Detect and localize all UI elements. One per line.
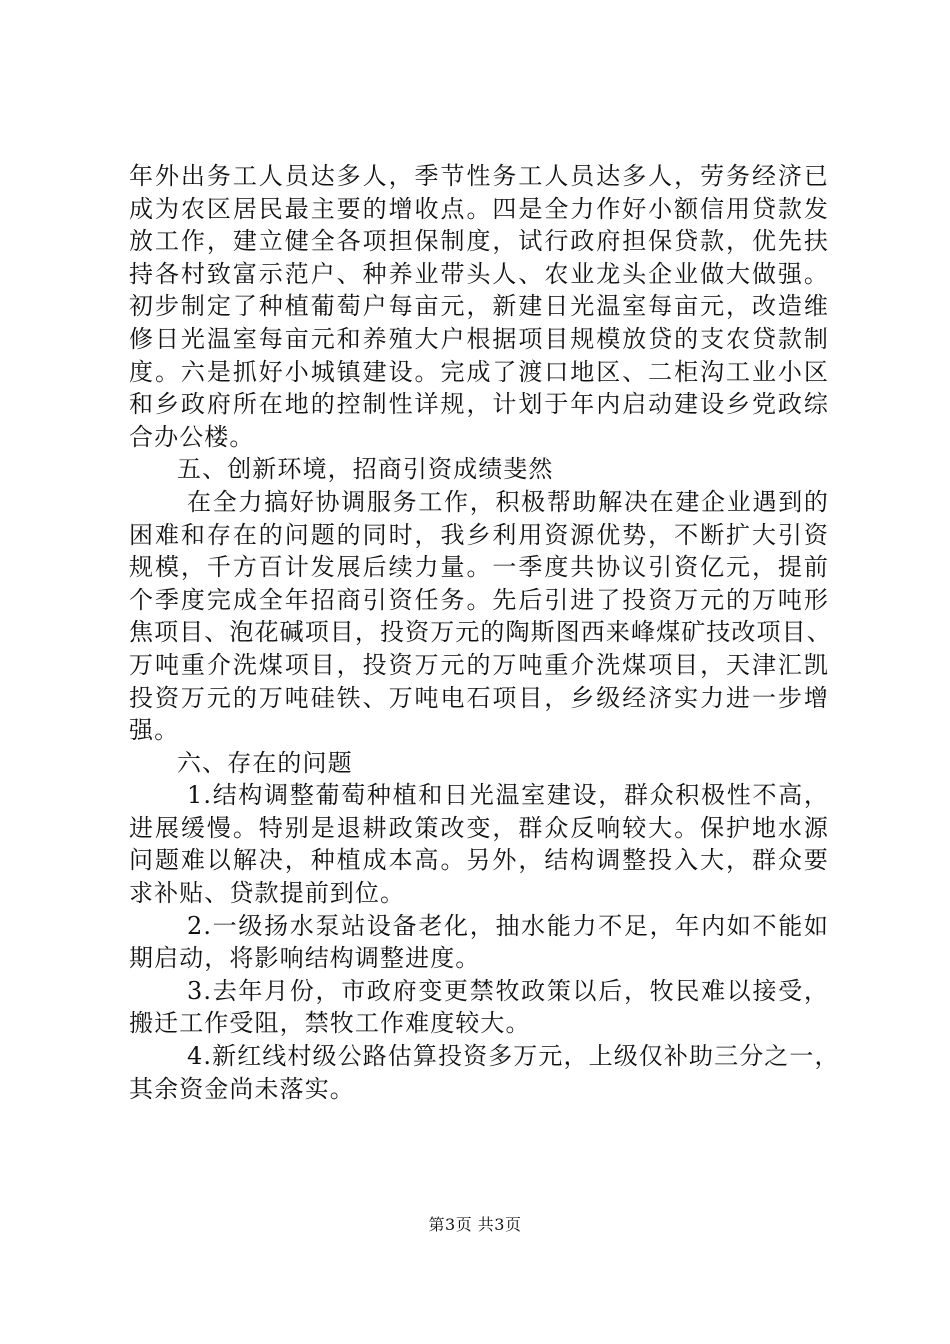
body-line: 问题难以解决，种植成本高。另外，结构调整投入大，群众要: [129, 846, 829, 875]
body-line: 修日光温室每亩元和养殖大户根据项目规模放贷的支农贷款制: [129, 324, 829, 353]
list-item-line: 4.新红线村级公路估算投资多万元，上级仅补助三分之一，: [187, 1042, 840, 1071]
body-line: 其余资金尚未落实。: [129, 1074, 355, 1103]
body-line: 焦项目、泡花碱项目，投资万元的陶斯图西来峰煤矿技改项目、: [129, 618, 832, 647]
body-line: 持各村致富示范户、种养业带头人、农业龙头企业做大做强。: [129, 259, 829, 288]
section-heading: 五、创新环境，招商引资成绩斐然: [177, 455, 554, 484]
body-line: 和乡政府所在地的控制性详规，计划于年内启动建设乡党政综: [129, 390, 829, 419]
page-footer: [0, 1212, 950, 1235]
body-line: 成为农区居民最主要的增收点。四是全力作好小额信用贷款发: [129, 194, 829, 223]
body-line: 困难和存在的问题的同时，我乡利用资源优势，不断扩大引资: [129, 520, 829, 549]
body-line: 合办公楼。: [129, 422, 255, 451]
body-line: 规模，千方百计发展后续力量。一季度共协议引资亿元，提前: [129, 553, 829, 582]
body-line: 搬迁工作受阻，禁牧工作难度较大。: [129, 1009, 531, 1038]
section-heading: 六、存在的问题: [177, 748, 353, 777]
body-line: 年外出务工人员达多人，季节性务工人员达多人，劳务经济已: [129, 162, 829, 190]
page-number-label: 第3页 共3页: [428, 1215, 522, 1234]
body-line: 放工作，建立健全各项担保制度，试行政府担保贷款，优先扶: [129, 227, 829, 256]
body-line: 万吨重介洗煤项目，投资万元的万吨重介洗煤项目，天津汇凯: [129, 650, 829, 679]
body-line: 进展缓慢。特别是退耕政策改变，群众反响较大。保护地水源: [129, 813, 829, 842]
body-line: 求补贴、贷款提前到位。: [129, 879, 406, 908]
body-line: 初步制定了种植葡萄户每亩元，新建日光温室每亩元，改造维: [129, 292, 829, 321]
document-body: [129, 160, 840, 1105]
list-item-line: 3.去年月份，市政府变更禁牧政策以后，牧民难以接受，: [187, 976, 829, 1005]
list-item-line: 1.结构调整葡萄种植和日光温室建设，群众积极性不高，: [187, 781, 829, 810]
body-line: 个季度完成全年招商引资任务。先后引进了投资万元的万吨形: [129, 585, 829, 614]
body-line: 在全力搞好协调服务工作，积极帮助解决在建企业遇到的: [187, 487, 829, 516]
body-line: 强。: [129, 716, 180, 745]
body-line: 期启动，将影响结构调整进度。: [129, 944, 481, 973]
body-line: 投资万元的万吨硅铁、万吨电石项目，乡级经济实力进一步增: [129, 683, 829, 712]
list-item-line: 2.一级扬水泵站设备老化，抽水能力不足，年内如不能如: [187, 911, 829, 940]
body-line: 度。六是抓好小城镇建设。完成了渡口地区、二柜沟工业小区: [129, 357, 829, 386]
